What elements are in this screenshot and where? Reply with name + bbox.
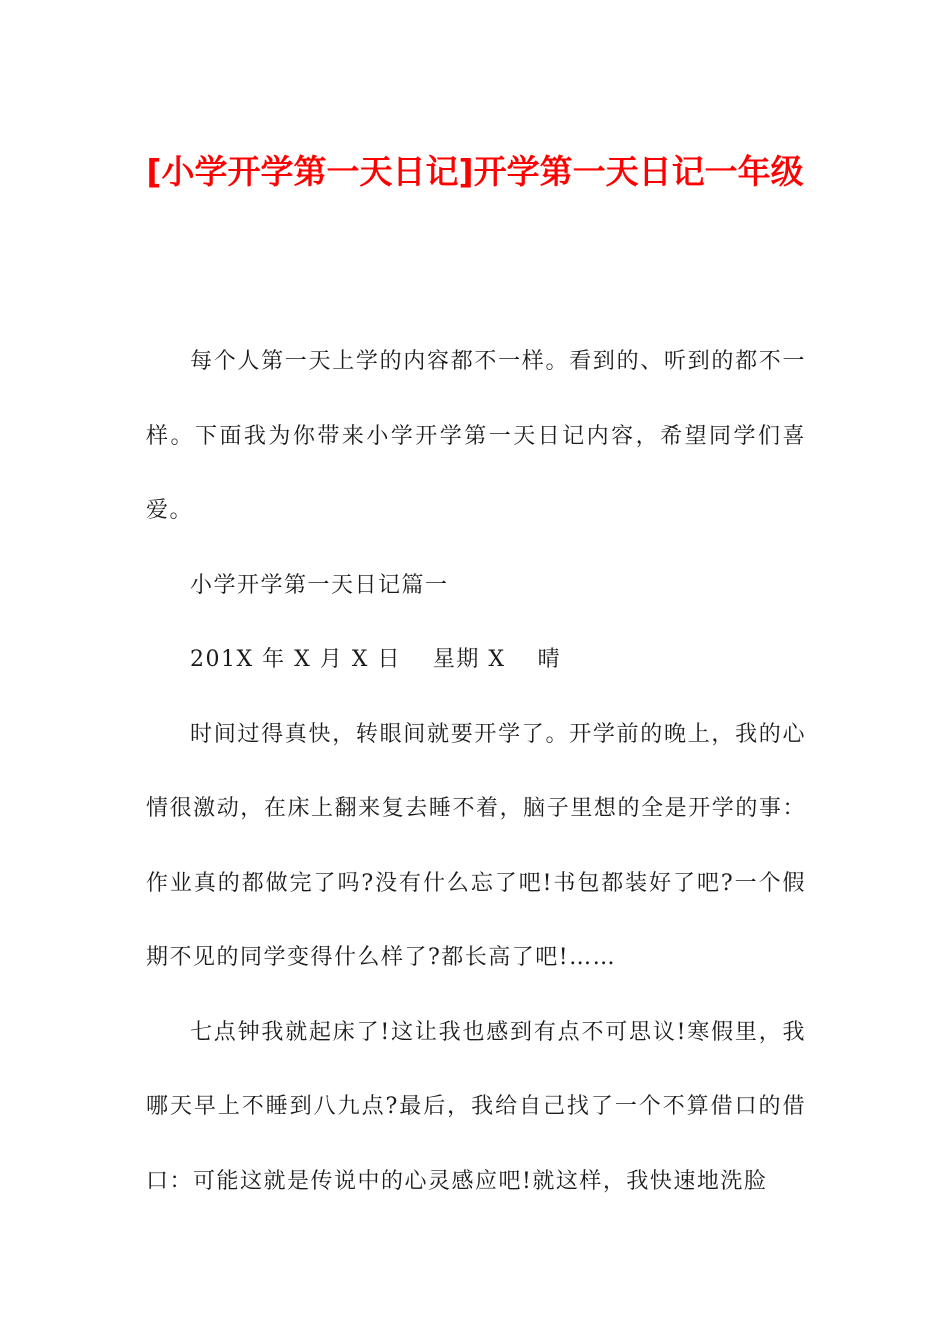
document-title: [小学开学第一天日记]开学第一天日记一年级 bbox=[146, 152, 804, 191]
body-paragraph: 七点钟我就起床了!这让我也感到有点不可思议!寒假里，我哪天早上不睡到八九点?最后，我给自己找了一个不算借口的借口：可能这就是传说中的心灵感应吧!就这样，我快速地洗脸 bbox=[146, 1019, 806, 1194]
body-paragraph: 时间过得真快，转眼间就要开学了。开学前的晚上，我的心情很激动，在床上翻来复去睡不着，脑子里想的全是开学的事：作业真的都做完了吗?没有什么忘了吧!书包都装好了吧?一个假期不见的同学变得什么样了?都长高了吧!…… bbox=[146, 721, 806, 970]
document-body bbox=[146, 325, 806, 1219]
diary-date-line: 201X 年 X 月 X 日 星期 X 晴 bbox=[190, 647, 562, 672]
section-heading: 小学开学第一天日记篇一 bbox=[190, 572, 449, 598]
intro-paragraph: 每个人第一天上学的内容都不一样。看到的、听到的都不一样。下面我为你带来小学开学第一天日记内容，希望同学们喜爱。 bbox=[146, 349, 806, 523]
